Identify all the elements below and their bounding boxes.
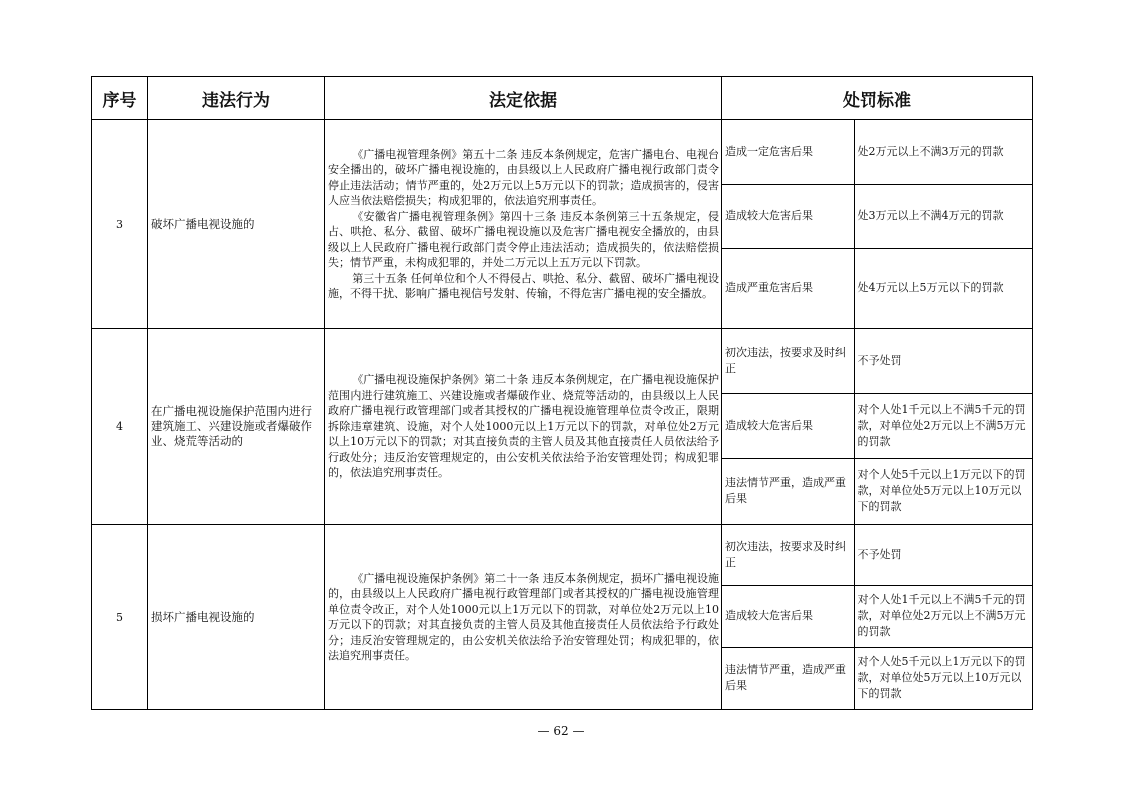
standard-condition: 违法情节严重，造成严重后果: [722, 458, 854, 524]
row-behavior: 在广播电视设施保护范围内进行建筑施工、兴建设施或者爆破作业、烧荒等活动的: [148, 329, 325, 525]
penalty-standards-table: [722, 120, 1032, 328]
row-behavior: 损坏广播电视设施的: [148, 525, 325, 710]
standard-penalty: 对个人处5千元以上1万元以下的罚款，对单位处5万元以上10万元以下的罚款: [857, 655, 1026, 701]
standard-condition: 违法情节严重，造成严重后果: [722, 647, 854, 709]
standard-penalty: 不予处罚: [854, 329, 1032, 393]
basis-paragraph: 《安徽省广播电视管理条例》第四十三条 违反本条例第三十五条规定，侵占、哄抢、私分、截留、破坏广播电视设施以及危害广播电视安全播放的，由县级以上人民政府广播电视行政部门责令停止违法活动；造成损失的，依法赔偿损失；情节严重，未构成犯罪的，并处二万元以上五万元以下罚款。: [328, 209, 719, 269]
penalty-table: [91, 76, 1033, 710]
row-penalty-standards: [722, 525, 1033, 710]
basis-paragraph: 《广播电视设施保护条例》第二十条 违反本条例规定，在广播电视设施保护范围内进行建筑施工、兴建设施或者爆破作业、烧荒等活动的，由县级以上人民政府广播电视行政管理部门或者其授权的广播电视设施管理单位责令改正，限期拆除违章建筑、设施，对个人处1000元以上1万元以下的罚款，对单位处2万元以上10万元以下的罚款；对其直接负责的主管人员及其他直接责任人员依法给予行政处分；违反治安管理规定的，由公安机关依法给予治安管理处罚；构成犯罪的，依法追究刑事责任。: [328, 373, 719, 480]
header-behavior: 违法行为: [148, 77, 325, 120]
standard-row: [722, 525, 1032, 585]
row-penalty-standards: [722, 120, 1033, 329]
penalty-standards-table: [722, 525, 1032, 709]
basis-paragraph: 《广播电视管理条例》第五十二条 违反本条例规定，危害广播电台、电视台安全播出的，破坏广播电视设施的，由县级以上人民政府广播电视行政部门责令停止违法活动；情节严重的，处2万元以上5万元以下的罚款；造成损害的，侵害人应当依法赔偿损失；构成犯罪的，依法追究刑事责任。: [328, 147, 719, 207]
header-legal-basis: 法定依据: [325, 77, 722, 120]
row-index: 3: [92, 120, 148, 329]
standard-condition: 造成较大危害后果: [722, 393, 854, 458]
standard-row: [722, 585, 1032, 647]
standard-penalty: 处3万元以上不满4万元的罚款: [854, 184, 1032, 248]
header-penalty-standard: 处罚标准: [722, 77, 1033, 120]
standard-row: [722, 458, 1032, 524]
standard-row: [722, 248, 1032, 328]
standard-condition: 造成严重危害后果: [722, 248, 854, 328]
standard-row: [722, 647, 1032, 709]
row-penalty-standards: [722, 329, 1033, 525]
row-legal-basis: [325, 120, 722, 329]
page-number: — 62 —: [537, 724, 585, 738]
table-row: [92, 120, 1033, 329]
standard-penalty: 对个人处5千元以上1万元以下的罚款，对单位处5万元以上10万元以下的罚款: [857, 468, 1026, 514]
standard-penalty: 处2万元以上不满3万元的罚款: [854, 120, 1032, 184]
standard-row: [722, 329, 1032, 393]
standard-condition: 初次违法，按要求及时纠正: [722, 329, 854, 393]
standard-condition: 造成较大危害后果: [722, 585, 854, 647]
standard-condition: 初次违法，按要求及时纠正: [722, 525, 854, 585]
row-index: 5: [92, 525, 148, 710]
table-row: [92, 525, 1033, 710]
standard-penalty: 对个人处1千元以上不满5千元的罚款，对单位处2万元以上不满5万元的罚款: [854, 585, 1032, 647]
standard-row: [722, 184, 1032, 248]
standard-penalty: 不予处罚: [854, 525, 1032, 585]
row-behavior: 破坏广播电视设施的: [148, 120, 325, 329]
table-row: [92, 329, 1033, 525]
standard-penalty: 对个人处1千元以上不满5千元的罚款，对单位处2万元以上不满5万元的罚款: [854, 393, 1032, 458]
header-index: 序号: [92, 77, 148, 120]
basis-paragraph: 第三十五条 任何单位和个人不得侵占、哄抢、私分、截留、破坏广播电视设施，不得干扰、影响广播电视信号发射、传输，不得危害广播电视的安全播放。: [328, 271, 719, 300]
standard-condition: 造成较大危害后果: [722, 184, 854, 248]
row-index: 4: [92, 329, 148, 525]
standard-penalty: 处4万元以上5万元以下的罚款: [857, 281, 1004, 295]
standard-row: [722, 120, 1032, 184]
table-header-row: [92, 77, 1033, 120]
penalty-standards-table: [722, 329, 1032, 524]
row-legal-basis: [325, 329, 722, 525]
basis-paragraph: 《广播电视设施保护条例》第二十一条 违反本条例规定，损坏广播电视设施的，由县级以上人民政府广播电视行政管理部门或者其授权的广播电视设施管理单位责令改正，对个人处1000元以上1万元以下的罚款，对单位处2万元以上10万元以下的罚款；对其直接负责的主管人员及其他直接责任人员依法给予行政处分；违反治安管理规定的，由公安机关依法给予治安管理处罚；构成犯罪的，依法追究刑事责任。: [328, 571, 719, 662]
row-legal-basis: [325, 525, 722, 710]
standard-row: [722, 393, 1032, 458]
standard-condition: 造成一定危害后果: [722, 120, 854, 184]
